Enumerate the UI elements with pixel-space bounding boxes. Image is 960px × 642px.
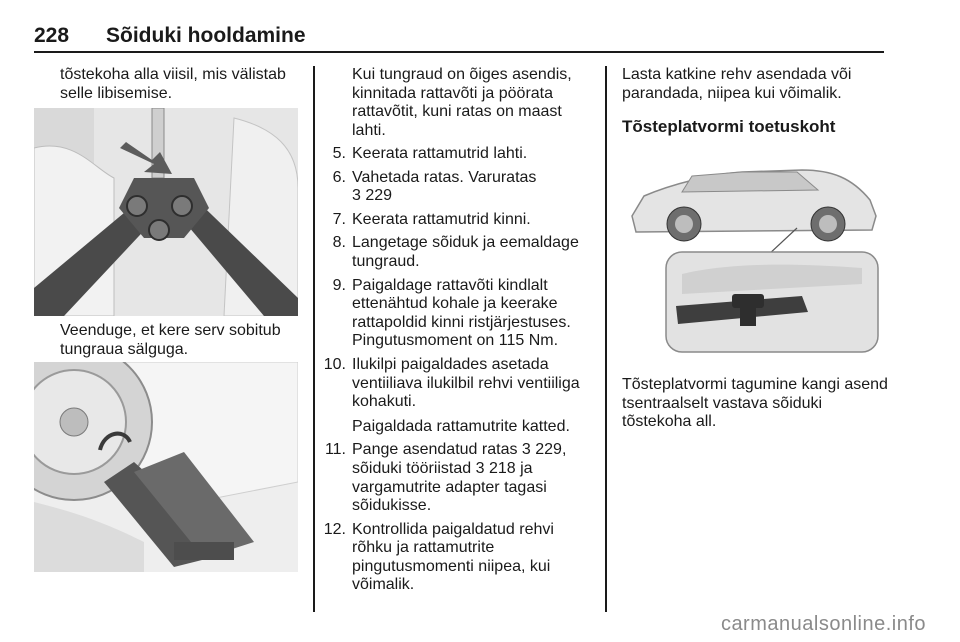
- watermark: carmanualsonline.info: [720, 613, 926, 635]
- header-rule: [34, 51, 884, 53]
- list-item: 11. Pange asendatud ratas 3 229, sõiduki tööriistad 3 218 ja vargamutrite adapter tagasi sõidukisse.: [324, 441, 567, 515]
- lift-point-illustration: [622, 144, 884, 356]
- procedure-steps: [320, 145, 588, 600]
- list-item-subtext: Paigaldada rattamutrite katted.: [352, 417, 570, 435]
- list-item: 8. Langetage sõiduk ja eemaldage tungraud.: [332, 234, 579, 270]
- list-item: 12. Kontrollida paigaldatud rehvi rõhku ja rattamutrite pingutusmomenti niipea, kui võimalik.: [323, 520, 554, 594]
- page-header: [34, 18, 884, 52]
- page-reference: 3 229: [352, 187, 393, 205]
- page-number: 228: [34, 24, 70, 47]
- list-item: 6. Vahetada ratas. Varuratas 3 229: [332, 168, 537, 205]
- list-item: 9. Paigaldage rattavõti kindlalt ettenähtud kohale ja keerake rattapoldid kinni ristjärjestuses. Pingutusmoment on 115 Nm.: [332, 276, 571, 350]
- list-item: 10. Ilukilpi paigaldades asetada ventiiliava ilukilbil rehvi ventiiliga kohakuti. Paigaldada rattamutrite katted.: [320, 356, 588, 436]
- col2-intro-text: Kui tungraud on õiges asendis, kinnitada rattavõti ja pöörata rattavõtit, kuni ratas on maast lahti.: [352, 66, 572, 139]
- col1-intro-text: tõstekoha alla viisil, mis välistab selle libisemise.: [60, 66, 286, 102]
- column-divider-2: [605, 66, 607, 612]
- section-heading: Tõsteplatvormi toetuskoht: [622, 117, 836, 136]
- column-divider-1: [313, 66, 315, 612]
- col1-caption-text: Veenduge, et kere serv sobitub tungraua sälguga.: [60, 322, 281, 358]
- jack-closeup-illustration: [34, 108, 298, 316]
- col3-intro-text: Lasta katkine rehv asendada või parandada, niipea kui võimalik.: [622, 66, 852, 102]
- list-item: 5. Keerata rattamutrid lahti.: [332, 145, 528, 162]
- list-item: 7. Keerata rattamutrid kinni.: [332, 210, 531, 228]
- page-title: Sõiduki hooldamine: [106, 24, 306, 47]
- col3-caption-text: Tõsteplatvormi tagumine kangi asend tsentraalselt vastava sõiduki tõstekoha all.: [622, 376, 888, 431]
- jack-under-car-illustration: [34, 362, 298, 572]
